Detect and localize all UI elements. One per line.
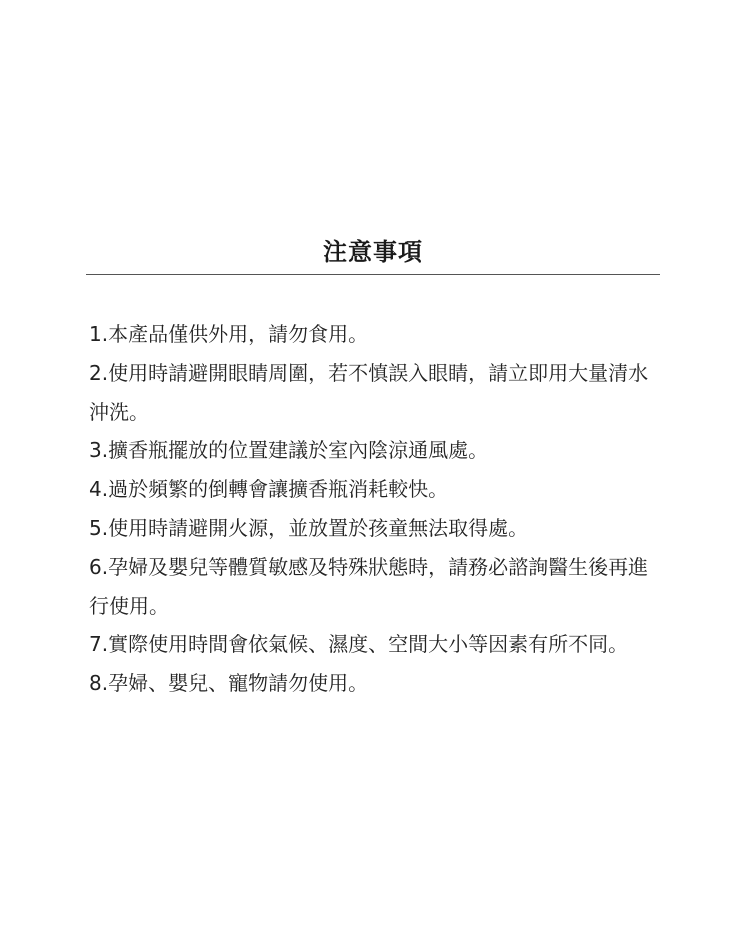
notice-item-4: 4.過於頻繁的倒轉會讓擴香瓶消耗較快。	[89, 477, 449, 502]
notice-section	[86, 232, 660, 703]
notice-item-6: 6.孕婦及嬰兒等體質敏感及特殊狀態時，請務必諮詢醫生後再進行使用。	[89, 554, 649, 618]
notice-list	[86, 275, 660, 703]
notice-item-7: 7.實際使用時間會依氣候、濕度、空間大小等因素有所不同。	[89, 632, 629, 657]
notice-item-1: 1.本產品僅供外用，請勿食用。	[89, 322, 369, 346]
notice-title: 注意事項	[323, 238, 423, 266]
notice-item-2: 2.使用時請避開眼睛周圍，若不慎誤入眼睛，請立即用大量清水沖洗。	[89, 360, 649, 424]
notice-item-8: 8.孕婦、嬰兒、寵物請勿使用。	[89, 671, 369, 696]
notice-item-3: 3.擴香瓶擺放的位置建議於室內陰涼通風處。	[89, 438, 489, 463]
notice-item-5: 5.使用時請避開火源，並放置於孩童無法取得處。	[89, 515, 529, 540]
